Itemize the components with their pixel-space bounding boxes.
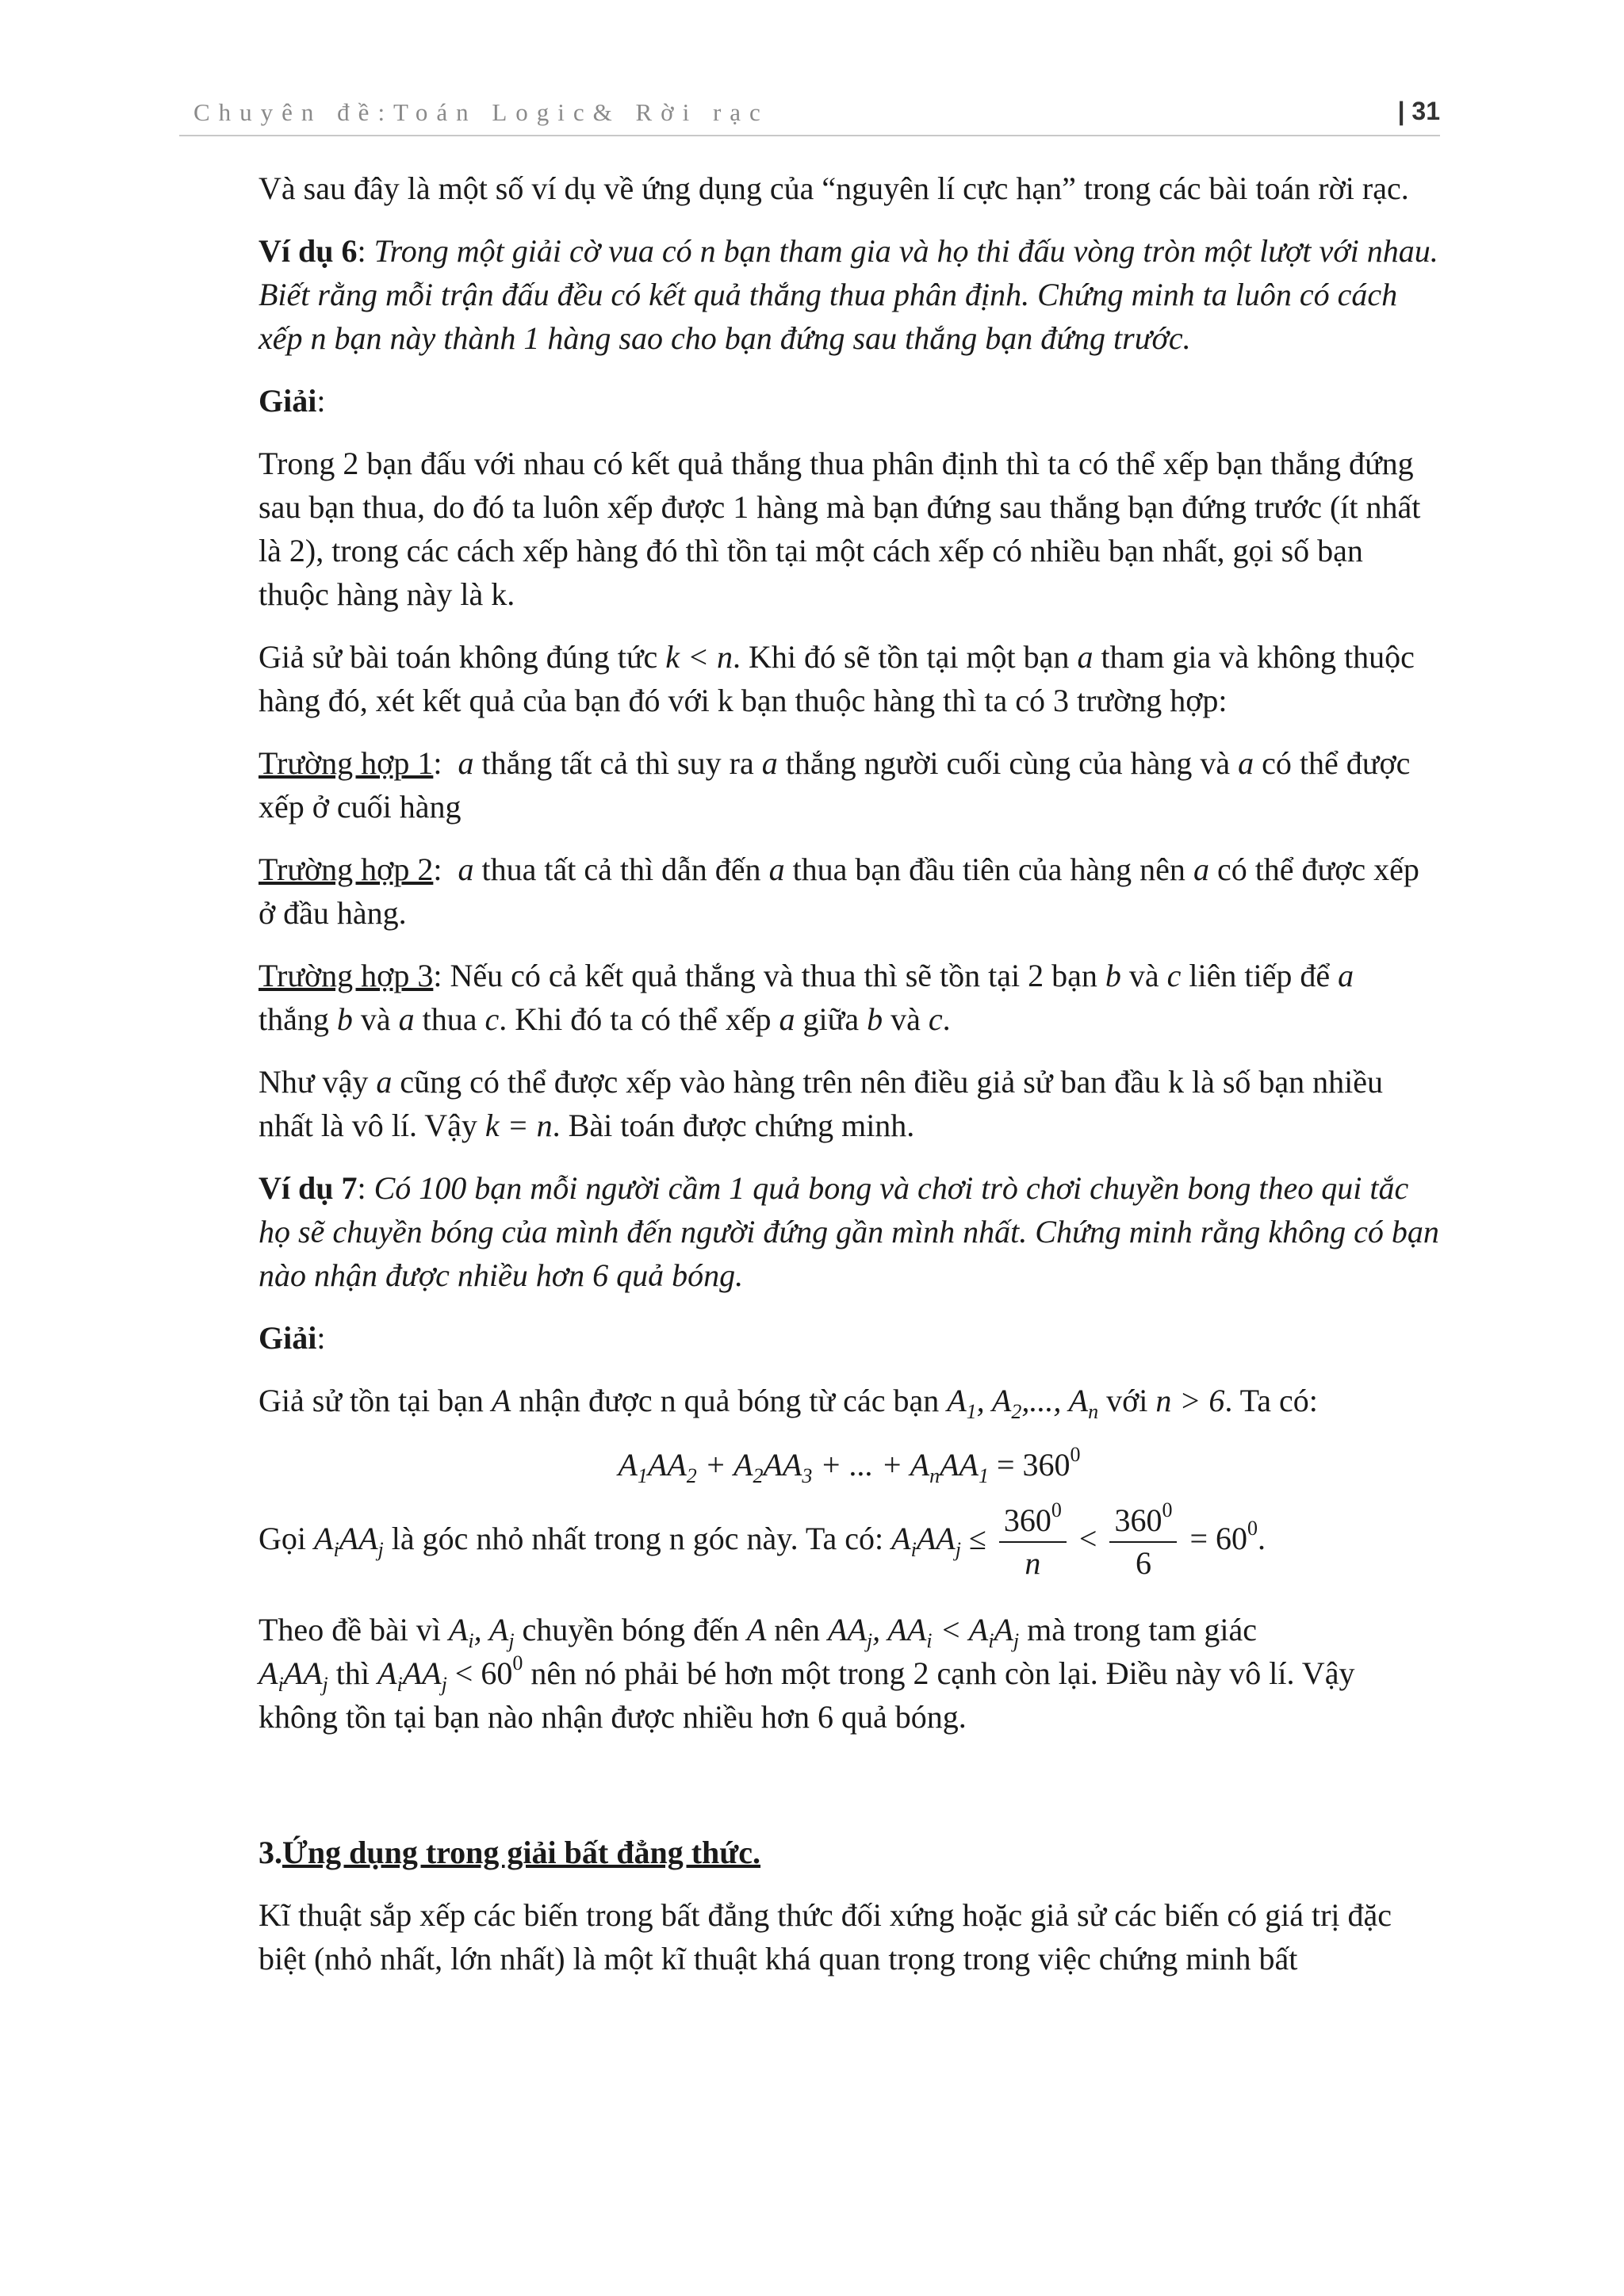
example-7-label: Ví dụ 7	[259, 1170, 358, 1206]
page-content	[259, 166, 1440, 1999]
solution-6-heading: Giải:	[259, 383, 326, 419]
case-1: Trường hợp 1: a thắng tất cả thì suy ra a thắng người cuối cùng của hàng và a có thể được xếp ở cuối hàng	[259, 745, 1411, 825]
example-7: Ví dụ 7: Có 100 bạn mỗi người cầm 1 quả bong và chơi trò chơi chuyền bong theo qui tắc họ sẽ chuyền bóng của mình đến người đứng gần mình nhất. Chứng minh rằng không có bạn nào nhận được nhiều hơn 6 quả bóng.	[259, 1170, 1439, 1293]
intro-paragraph: Và sau đây là một số ví dụ về ứng dụng của “nguyên lí cực hạn” trong các bài toán rời rạc.	[259, 170, 1409, 206]
fraction-360-over-n: $\frac{360^0}{n}$	[999, 1500, 1067, 1584]
header-rule	[179, 135, 1440, 136]
example-6-text: Trong một giải cờ vua có n bạn tham gia và họ thi đấu vòng tròn một lượt với nhau. Biết rằng mỗi trận đấu đều có kết quả thắng thua phân định. Chứng minh ta luôn có cách xếp n bạn này thành 1 hàng sao cho bạn đứng sau thắng bạn đứng trước.	[259, 233, 1438, 356]
case-3: Trường hợp 3: Nếu có cả kết quả thắng và thua thì sẽ tồn tại 2 bạn b và c liên tiếp để a thắng b và a thua c. Khi đó ta có thể xếp a giữa b và c.	[259, 958, 1354, 1037]
solution-7-paragraph-3: Theo đề bài vì $A_i$, $A_j$ chuyền bóng đến A nên $AA_j$, $AA_i < A_iA_j$ mà trong tam giác $A_iAA_j$ thì $A_iAA_j < 60^0$ nên nó phải bé hơn một trong 2 cạnh còn lại. Điều này vô lí. Vậy không tồn tại bạn nào nhận được nhiều hơn 6 quả bóng.	[259, 1612, 1355, 1735]
solution-7-paragraph-1: Giả sử tồn tại bạn A nhận được n quả bóng từ các bạn $A_1$, $A_2$,..., $A_n$ với n > 6. Ta có:	[259, 1383, 1318, 1423]
solution-6-paragraph-1: Trong 2 bạn đấu với nhau có kết quả thắng thua phân định thì ta có thể xếp bạn thắng đứng sau bạn thua, do đó ta luôn xếp được 1 hàng mà bạn đứng sau thắng bạn đứng trước (ít nhất là 2), trong các cách xếp hàng đó thì tồn tại một cách xếp có nhiều bạn nhất, gọi số bạn thuộc hàng này là k.	[259, 446, 1421, 612]
section-3-heading: 3.Ứng dụng trong giải bất đẳng thức.	[259, 1835, 761, 1870]
example-7-text: Có 100 bạn mỗi người cầm 1 quả bong và chơi trò chơi chuyền bong theo qui tắc họ sẽ chuyền bóng của mình đến người đứng gần mình nhất. Chứng minh rằng không có bạn nào nhận được nhiều hơn 6 quả bóng.	[259, 1170, 1439, 1293]
header-title: Chuyên đề:Toán Logic& Rời rạc	[193, 98, 769, 126]
fraction-360-over-6: $\frac{360^0}{6}$	[1109, 1500, 1177, 1584]
section-3-paragraph: Kĩ thuật sắp xếp các biến trong bất đẳng thức đối xứng hoặc giả sử các biến có giá trị đặc biệt (nhỏ nhất, lớn nhất) là một kĩ thuật khá quan trọng trong việc chứng minh bất	[259, 1897, 1392, 1976]
solution-6-conclusion: Như vậy a cũng có thể được xếp vào hàng trên nên điều giả sử ban đầu k là số bạn nhiều nhất là vô lí. Vậy k = n. Bài toán được chứng minh.	[259, 1064, 1384, 1143]
case-2-label: Trường hợp 2	[259, 851, 434, 887]
example-6-label: Ví dụ 6	[259, 233, 358, 269]
case-3-label: Trường hợp 3	[259, 958, 434, 993]
example-6: Ví dụ 6: Trong một giải cờ vua có n bạn tham gia và họ thi đấu vòng tròn một lượt với nhau. Biết rằng mỗi trận đấu đều có kết quả thắng thua phân định. Chứng minh ta luôn có cách xếp n bạn này thành 1 hàng sao cho bạn đứng sau thắng bạn đứng trước.	[259, 233, 1438, 356]
solution-6-paragraph-2: Giả sử bài toán không đúng tức k < n. Khi đó sẽ tồn tại một bạn a tham gia và không thuộc hàng đó, xét kết quả của bạn đó với k bạn thuộc hàng thì ta có 3 trường hợp:	[259, 639, 1415, 718]
page-number: | 31	[1397, 97, 1440, 125]
page-header	[179, 97, 1440, 135]
solution-7-heading: Giải:	[259, 1320, 326, 1356]
angle-sum-formula: $A_1AA_2 + A_2AA_3$ + ... + $A_nAA_1 = 360^0$	[618, 1443, 1081, 1487]
case-1-label: Trường hợp 1	[259, 745, 434, 781]
solution-7-paragraph-2: Gọi $A_iAA_j$ là góc nhỏ nhất trong n góc này. Ta có: $A_iAA_j$ ≤ $\frac{360^0}{n}$ < $\frac{360^0}{6}$ = $60^0$.	[259, 1500, 1440, 1584]
case-2: Trường hợp 2: a thua tất cả thì dẫn đến a thua bạn đầu tiên của hàng nên a có thể được xếp ở đầu hàng.	[259, 851, 1419, 931]
